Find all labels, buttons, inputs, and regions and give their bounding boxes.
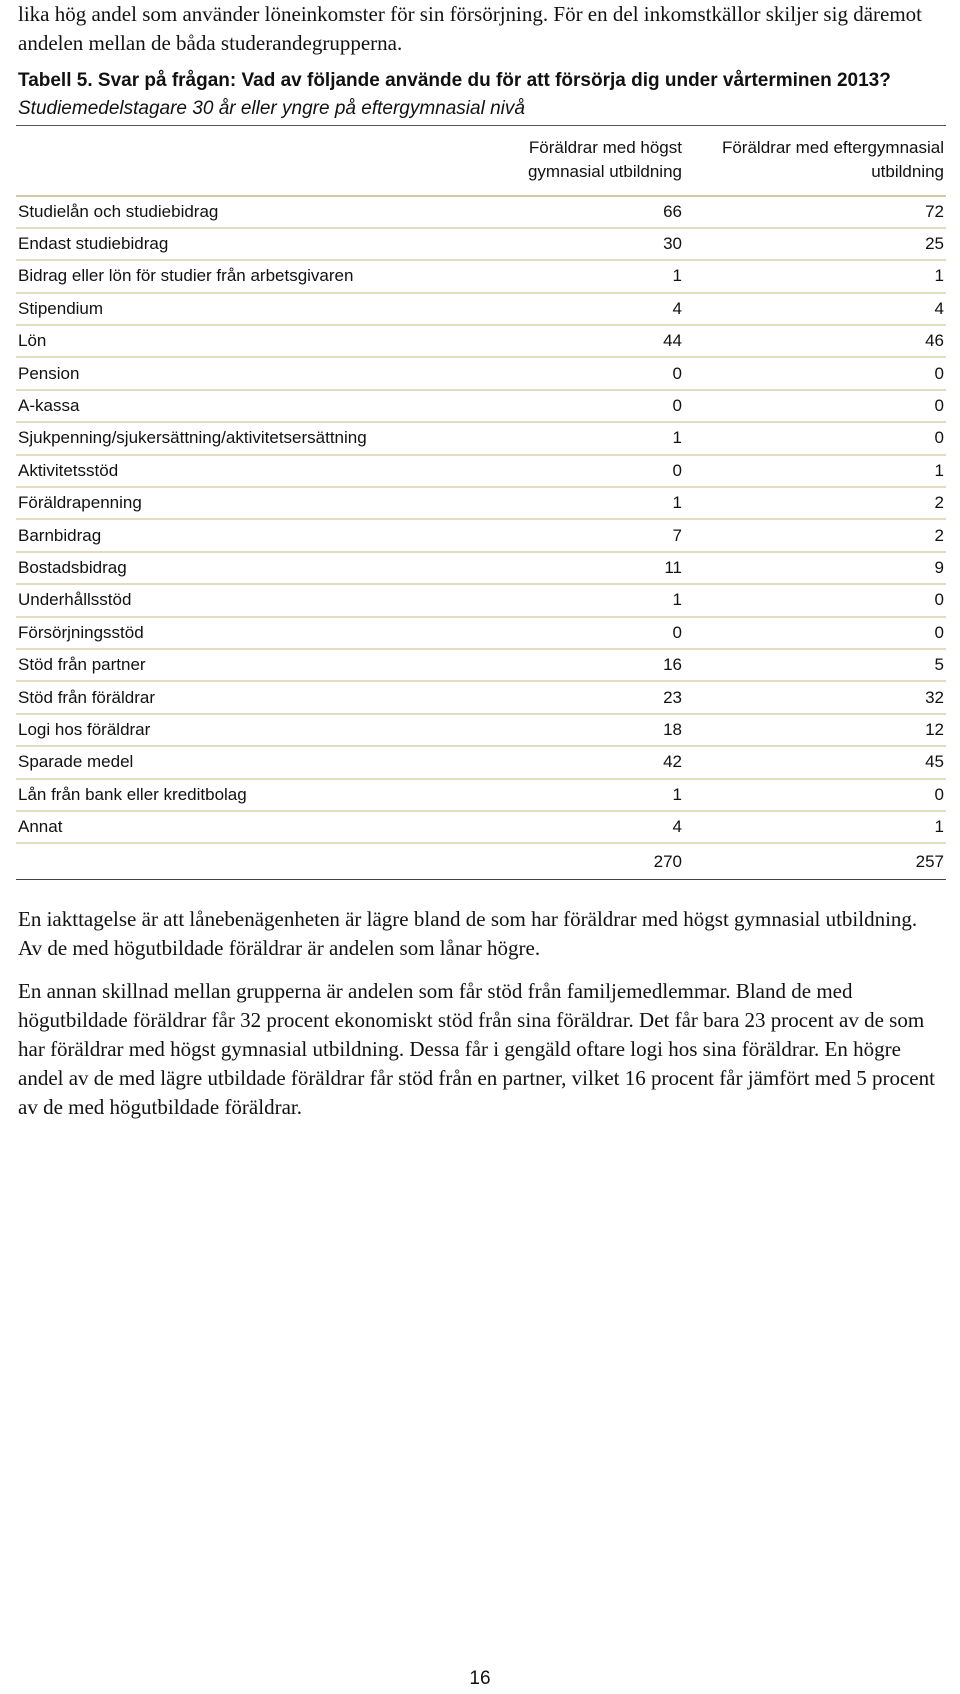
value-low-education: 44 <box>470 325 684 357</box>
value-high-education: 12 <box>684 714 946 746</box>
value-high-education: 0 <box>684 357 946 389</box>
total-high-education: 257 <box>684 843 946 879</box>
value-low-education: 0 <box>470 455 684 487</box>
value-low-education: 7 <box>470 519 684 551</box>
row-label: Lön <box>16 325 470 357</box>
table-body <box>16 196 946 880</box>
support-sources-table <box>16 125 946 880</box>
value-high-education: 1 <box>684 455 946 487</box>
value-low-education: 1 <box>470 779 684 811</box>
table-row <box>16 228 946 260</box>
row-label: Föräldrapenning <box>16 487 470 519</box>
value-low-education: 11 <box>470 552 684 584</box>
row-label: Endast studiebidrag <box>16 228 470 260</box>
value-low-education: 1 <box>470 487 684 519</box>
header-blank-cell <box>16 126 470 196</box>
table-row <box>16 293 946 325</box>
header-low-education: Föräldrar med högst gymnasial utbildning <box>470 126 684 196</box>
paragraph-family-support: En annan skillnad mellan grupperna är andelen som får stöd från familjemedlemmar. Bland de med högutbildade föräldrar får 32 procent ekonomiskt stöd från sina föräldrar. Det får bara 23 procent av de som har föräldrar med högst gymnasial utbildning. Dessa får i gengäld oftare logi hos sina föräldrar. En högre andel av de med lägre utbildade föräldrar får stöd från en partner, vilket 16 procent får jämfört med 5 procent av de med högutbildade föräldrar. <box>18 979 935 1119</box>
value-high-education: 45 <box>684 746 946 778</box>
table-row <box>16 714 946 746</box>
value-low-education: 4 <box>470 293 684 325</box>
table-row <box>16 746 946 778</box>
value-high-education: 2 <box>684 519 946 551</box>
value-high-education: 9 <box>684 552 946 584</box>
value-low-education: 0 <box>470 357 684 389</box>
table-row <box>16 357 946 389</box>
value-low-education: 1 <box>470 422 684 454</box>
value-low-education: 4 <box>470 811 684 843</box>
table-row <box>16 487 946 519</box>
table-row <box>16 552 946 584</box>
table-row <box>16 519 946 551</box>
row-label: Studielån och studiebidrag <box>16 196 470 228</box>
table-row <box>16 196 946 228</box>
row-label: Pension <box>16 357 470 389</box>
value-high-education: 0 <box>684 584 946 616</box>
value-high-education: 25 <box>684 228 946 260</box>
table-row <box>16 779 946 811</box>
row-label: Stöd från partner <box>16 649 470 681</box>
table-row <box>16 681 946 713</box>
value-high-education: 5 <box>684 649 946 681</box>
value-high-education: 1 <box>684 260 946 292</box>
value-high-education: 0 <box>684 617 946 649</box>
row-label: Logi hos föräldrar <box>16 714 470 746</box>
table-row <box>16 811 946 843</box>
total-low-education: 270 <box>470 843 684 879</box>
value-high-education: 72 <box>684 196 946 228</box>
row-label: Barnbidrag <box>16 519 470 551</box>
row-label: Lån från bank eller kreditbolag <box>16 779 470 811</box>
value-high-education: 4 <box>684 293 946 325</box>
value-high-education: 0 <box>684 390 946 422</box>
table-row <box>16 325 946 357</box>
header-high-education: Föräldrar med eftergymnasial utbildning <box>684 126 946 196</box>
value-low-education: 66 <box>470 196 684 228</box>
value-low-education: 30 <box>470 228 684 260</box>
value-high-education: 46 <box>684 325 946 357</box>
row-label: Sjukpenning/sjukersättning/aktivitetsersättning <box>16 422 470 454</box>
table-header-row <box>16 126 946 196</box>
value-low-education: 1 <box>470 584 684 616</box>
paragraph-loan-propensity: En iakttagelse är att lånebenägenheten är lägre bland de som har föräldrar med högst gymnasial utbildning. Av de med högutbildade föräldrar är andelen som lånar högre. <box>18 907 918 960</box>
table-row <box>16 422 946 454</box>
value-low-education: 0 <box>470 617 684 649</box>
total-label-blank <box>16 843 470 879</box>
page-number: 16 <box>469 1668 491 1689</box>
table-subtitle: Studiemedelstagare 30 år eller yngre på eftergymnasial nivå <box>18 98 525 119</box>
table-row <box>16 617 946 649</box>
row-label: Aktivitetsstöd <box>16 455 470 487</box>
table-row <box>16 649 946 681</box>
row-label: Bidrag eller lön för studier från arbetsgivaren <box>16 260 470 292</box>
value-high-education: 0 <box>684 422 946 454</box>
value-high-education: 1 <box>684 811 946 843</box>
value-low-education: 0 <box>470 390 684 422</box>
row-label: Bostadsbidrag <box>16 552 470 584</box>
row-label: Sparade medel <box>16 746 470 778</box>
row-label: Stipendium <box>16 293 470 325</box>
row-label: Stöd från föräldrar <box>16 681 470 713</box>
row-label: A-kassa <box>16 390 470 422</box>
value-low-education: 23 <box>470 681 684 713</box>
value-high-education: 32 <box>684 681 946 713</box>
table-row <box>16 260 946 292</box>
row-label: Annat <box>16 811 470 843</box>
row-label: Underhållsstöd <box>16 584 470 616</box>
value-low-education: 18 <box>470 714 684 746</box>
table-row <box>16 455 946 487</box>
value-low-education: 16 <box>470 649 684 681</box>
value-high-education: 2 <box>684 487 946 519</box>
value-low-education: 42 <box>470 746 684 778</box>
table-row <box>16 390 946 422</box>
value-low-education: 1 <box>470 260 684 292</box>
row-label: Försörjningsstöd <box>16 617 470 649</box>
intro-paragraph: lika hög andel som använder löneinkomster för sin försörjning. För en del inkomstkällor skiljer sig däremot andelen mellan de båda studerandegrupperna. <box>18 2 922 55</box>
value-high-education: 0 <box>684 779 946 811</box>
table-total-row <box>16 843 946 879</box>
table-title: Tabell 5. Svar på frågan: Vad av följande använde du för att försörja dig under vårterminen 2013? <box>18 70 891 91</box>
table-row <box>16 584 946 616</box>
